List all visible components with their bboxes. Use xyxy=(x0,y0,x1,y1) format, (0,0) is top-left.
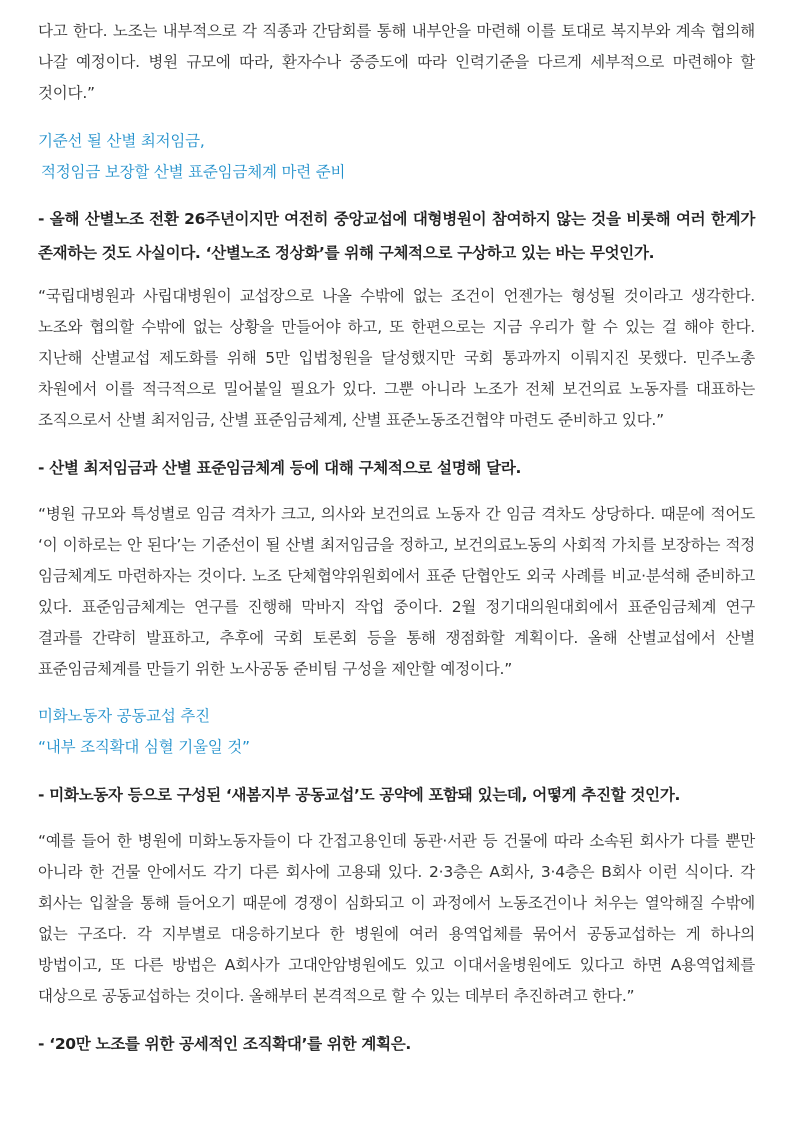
subheading-2-line-1: 미화노동자 공동교섭 추진 xyxy=(38,707,210,725)
subheading-1-line-2: 적정임금 보장할 산별 표준임금체계 마련 준비 xyxy=(41,163,346,181)
question-3: - 미화노동자 등으로 구성된 ‘새봄지부 공동교섭’도 공약에 포함돼 있는데, 어떻게 추진할 것인가. xyxy=(38,786,681,804)
subheading-2-line-2: “내부 조직확대 심혈 기울일 것” xyxy=(38,738,250,756)
question-4: - ‘20만 노조를 위한 공세적인 조직확대’를 위한 계획은. xyxy=(38,1035,412,1053)
answer-3: “예를 들어 한 병원에 미화노동자들이 다 간접고용인데 동관·서관 등 건물에 따라 소속된 회사가 다를 뿐만 아니라 한 건물 안에서도 각기 다른 회사에 고용돼 있다. 2·3층은 A회사, 3·4층은 B회사 이런 식이다. 각 회사는 입찰을 통해 들어오기 때문에 경쟁이 심화되고 이 과정에서 노동조건이나 처우는 열악해질 수밖에 없는 구조다. 각 지부별로 대응하기보다 한 병원에 여러 용역업체를 묶어서 공동교섭하는 게 하나의 방법이고, 또 다른 방법은 A회사가 고대안암병원에도 있고 이대서울병원에도 있다고 하면 A용역업체를 대상으로 공동교섭하는 것이다. 올해부터 본격적으로 할 수 있는 데부터 추진하려고 한다.” xyxy=(38,832,755,1005)
answer-2: “병원 규모와 특성별로 임금 격차가 크고, 의사와 보건의료 노동자 간 임금 격차도 상당하다. 때문에 적어도 ‘이 이하로는 안 된다’는 기준선이 될 산별 최저임금을 정하고, 보건의료노동의 사회적 가치를 보장하는 적정 임금체계도 마련하자는 것이다. 노조 단체협약위원회에서 표준 단협안도 외국 사례를 비교·분석해 준비하고 있다. 표준임금체계는 연구를 진행해 막바지 작업 중이다. 2월 정기대의원대회에서 표준임금체계 연구 결과를 간략히 발표하고, 추후에 국회 토론회 등을 통해 쟁점화할 계획이다. 올해 산별교섭에서 산별 표준임금체계를 만들기 위한 노사공동 준비팀 구성을 제안할 예정이다.” xyxy=(38,505,755,678)
answer-1: “국립대병원과 사립대병원이 교섭장으로 나올 수밖에 없는 조건이 언젠가는 형성될 것이라고 생각한다. 노조와 협의할 수밖에 없는 상황을 만들어야 하고, 또 한편으로는 지금 우리가 할 수 있는 걸 해야 한다. 지난해 산별교섭 제도화를 위해 5만 입법청원을 달성했지만 국회 통과까지 이뤄지진 못했다. 민주노총 차원에서 이를 적극적으로 밀어붙일 필요가 있다. 그뿐 아니라 노조가 전체 보건의료 노동자를 대표하는 조직으로서 산별 최저임금, 산별 표준임금체계, 산별 표준노동조건협약 마련도 준비하고 있다.” xyxy=(38,287,755,429)
question-1: - 올해 산별노조 전환 26주년이지만 여전히 중앙교섭에 대형병원이 참여하지 않는 것을 비롯해 여러 한계가 존재하는 것도 사실이다. ‘산별노조 정상화’를 위해 구체적으로 구상하고 있는 바는 무엇인가. xyxy=(38,210,755,262)
subheading-1-line-1: 기준선 될 산별 최저임금, xyxy=(38,132,205,150)
question-2: - 산별 최저임금과 산별 표준임금체계 등에 대해 구체적으로 설명해 달라. xyxy=(38,459,522,477)
body-paragraph-1: 다고 한다. 노조는 내부적으로 각 직종과 간담회를 통해 내부안을 마련해 이를 토대로 복지부와 계속 협의해 나갈 예정이다. 병원 규모에 따라, 환자수나 중증도에 따라 인력기준을 다르게 세부적으로 마련해야 할 것이다.” xyxy=(38,22,755,102)
